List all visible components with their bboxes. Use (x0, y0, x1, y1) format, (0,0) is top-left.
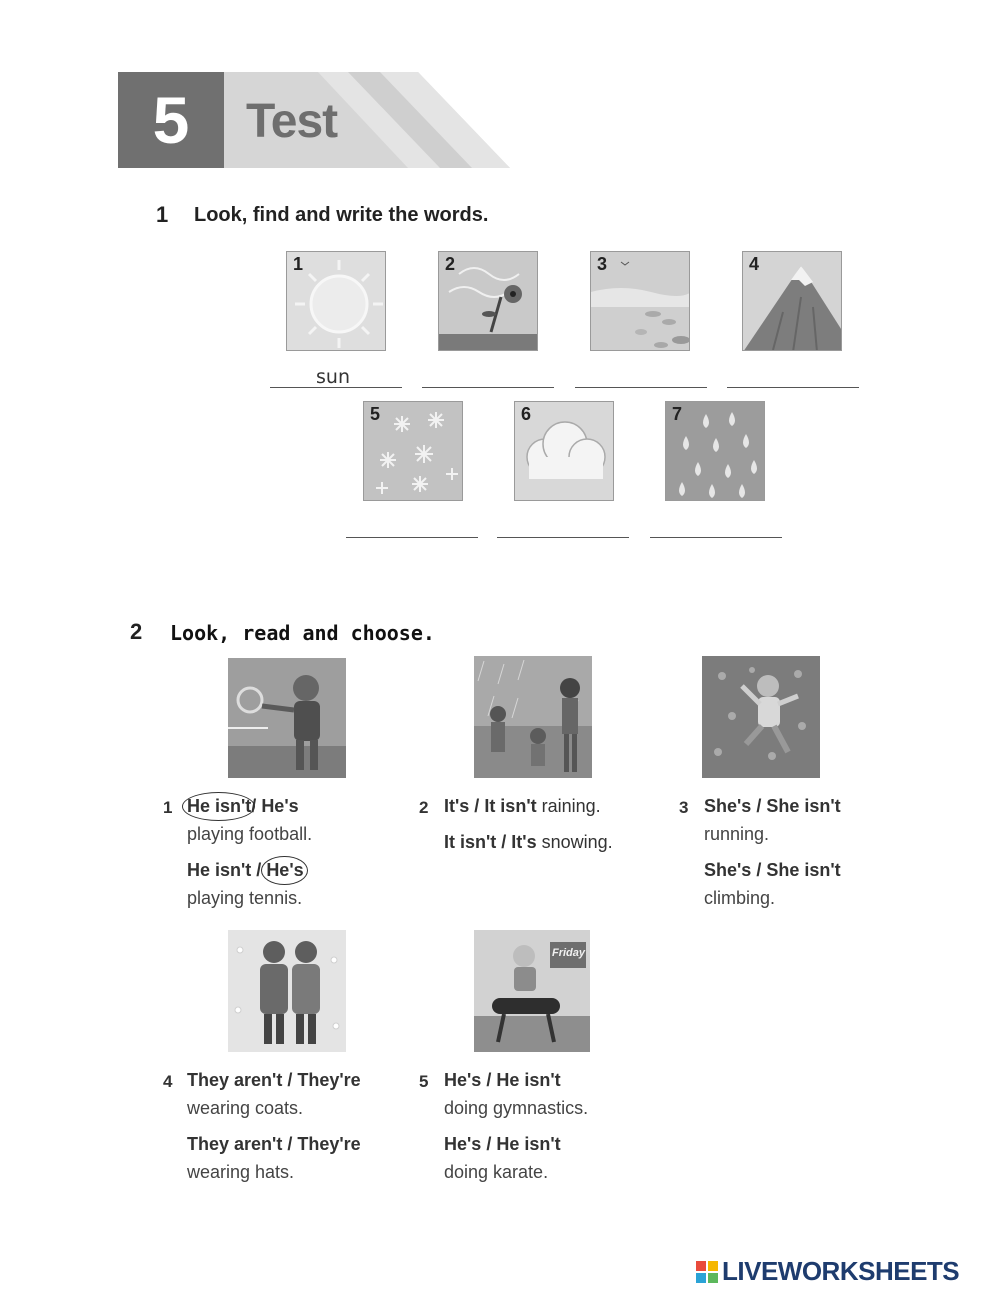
liveworksheets-logo[interactable] (696, 1256, 959, 1286)
option-hes[interactable]: He's (444, 1070, 482, 1090)
answer-1[interactable]: sun (316, 366, 350, 388)
answer-line-3[interactable] (575, 364, 707, 388)
separator: / (496, 832, 512, 852)
answer-line-5[interactable] (346, 514, 478, 538)
option-he-isnt[interactable]: He isn't (496, 1070, 561, 1090)
separator: / (481, 1134, 497, 1154)
option-its[interactable]: It's (511, 832, 537, 852)
separator: / (751, 860, 767, 880)
answer-line-6[interactable] (497, 514, 629, 538)
option-its[interactable]: It's (444, 796, 470, 816)
item-5-choice-1[interactable] (444, 1070, 561, 1091)
option-shes[interactable]: She's (704, 796, 752, 816)
option-they-arent[interactable]: They aren't (187, 1134, 283, 1154)
exercise-2-title: Look, read and choose. (170, 621, 435, 645)
exercise-1-number: 1 (156, 202, 169, 227)
item-5-line-2: doing karate. (444, 1162, 549, 1182)
picture-beach (590, 251, 690, 351)
item-4-line-1: wearing coats. (187, 1098, 304, 1118)
answer-line-2[interactable] (422, 364, 554, 388)
option-hes[interactable]: He's (261, 796, 299, 816)
item-1-number: 1 (163, 798, 173, 817)
option-he-isnt[interactable]: He isn't (496, 1134, 561, 1154)
item-2-tail-1: raining. (536, 796, 601, 816)
item-1-line-1: playing football. (187, 824, 313, 844)
item-5-line-1: doing gymnastics. (444, 1098, 589, 1118)
option-it-isnt[interactable]: It isn't (484, 796, 537, 816)
item-1-line-2: playing tennis. (187, 888, 303, 908)
picture-number: 7 (672, 404, 683, 424)
separator: / (481, 1070, 497, 1090)
item-3-number: 3 (679, 798, 689, 817)
liveworksheets-logo-icon (696, 1259, 720, 1285)
picture-snow (363, 401, 463, 501)
option-hes[interactable]: He's (444, 1134, 482, 1154)
separator: / (251, 860, 267, 880)
picture-number: 5 (370, 404, 381, 424)
option-theyre[interactable]: They're (297, 1070, 361, 1090)
picture-cloud (514, 401, 614, 501)
separator: / (751, 796, 767, 816)
item-4-line-2: wearing hats. (187, 1162, 295, 1182)
option-he-isnt[interactable]: He isn't (187, 860, 252, 880)
page-title: Test (246, 95, 338, 148)
option-hes-selected[interactable]: He's (266, 860, 304, 880)
picture-rain (665, 401, 765, 501)
logo-text: LIVEWORKSHEETS (722, 1256, 960, 1286)
separator: / (282, 1070, 298, 1090)
answer-line-4[interactable] (727, 364, 859, 388)
picture-boy-gymnastics (474, 930, 590, 1052)
item-3-line-1: running. (704, 824, 770, 844)
picture-wind (438, 251, 538, 351)
item-2-choice-2[interactable] (444, 832, 613, 853)
item-1-choice-2[interactable] (187, 860, 304, 881)
item-4-choice-1[interactable] (187, 1070, 361, 1091)
item-5-choice-2[interactable] (444, 1134, 561, 1155)
picture-family-rain (474, 656, 592, 778)
picture-number: 3 (597, 254, 608, 274)
girl-climbing-image (702, 656, 820, 778)
item-1-choice-1[interactable] (187, 796, 299, 817)
boys-snow-image (228, 930, 346, 1052)
option-it-isnt[interactable]: It isn't (444, 832, 497, 852)
unit-number: 5 (152, 83, 190, 157)
item-2-tail-2: snowing. (536, 832, 613, 852)
item-3-choice-2[interactable] (704, 860, 841, 881)
picture-number: 4 (749, 254, 760, 274)
item-2-choice-1[interactable] (444, 796, 601, 817)
option-she-isnt[interactable]: She isn't (766, 796, 841, 816)
option-she-isnt[interactable]: She isn't (766, 860, 841, 880)
picture-boy-tennis (228, 658, 346, 778)
exercise-1-title: Look, find and write the words. (194, 204, 489, 226)
item-2-number: 2 (419, 798, 429, 817)
option-he-isnt-selected[interactable]: He isn't (187, 796, 252, 816)
exercise-2-number: 2 (130, 619, 143, 644)
item-3-line-2: climbing. (704, 888, 776, 908)
option-they-arent[interactable]: They aren't (187, 1070, 283, 1090)
picture-girl-climbing (702, 656, 820, 778)
separator: / (282, 1134, 298, 1154)
item-3-choice-1[interactable] (704, 796, 841, 817)
picture-mountain (742, 251, 842, 351)
separator: / (251, 796, 262, 816)
picture-number: 2 (445, 254, 456, 274)
picture-number: 1 (293, 254, 304, 274)
friday-sign: Friday (552, 947, 586, 959)
family-rain-image (474, 656, 592, 778)
picture-number: 6 (521, 404, 532, 424)
item-4-choice-2[interactable] (187, 1134, 361, 1155)
item-4-number: 4 (163, 1072, 173, 1091)
option-theyre[interactable]: They're (297, 1134, 361, 1154)
separator: / (469, 796, 485, 816)
picture-boys-snow (228, 930, 346, 1052)
picture-sun (286, 251, 386, 351)
answer-line-7[interactable] (650, 514, 782, 538)
item-5-number: 5 (419, 1072, 429, 1091)
option-shes[interactable]: She's (704, 860, 752, 880)
unit-banner (118, 72, 510, 168)
boy-tennis-image (228, 658, 346, 778)
